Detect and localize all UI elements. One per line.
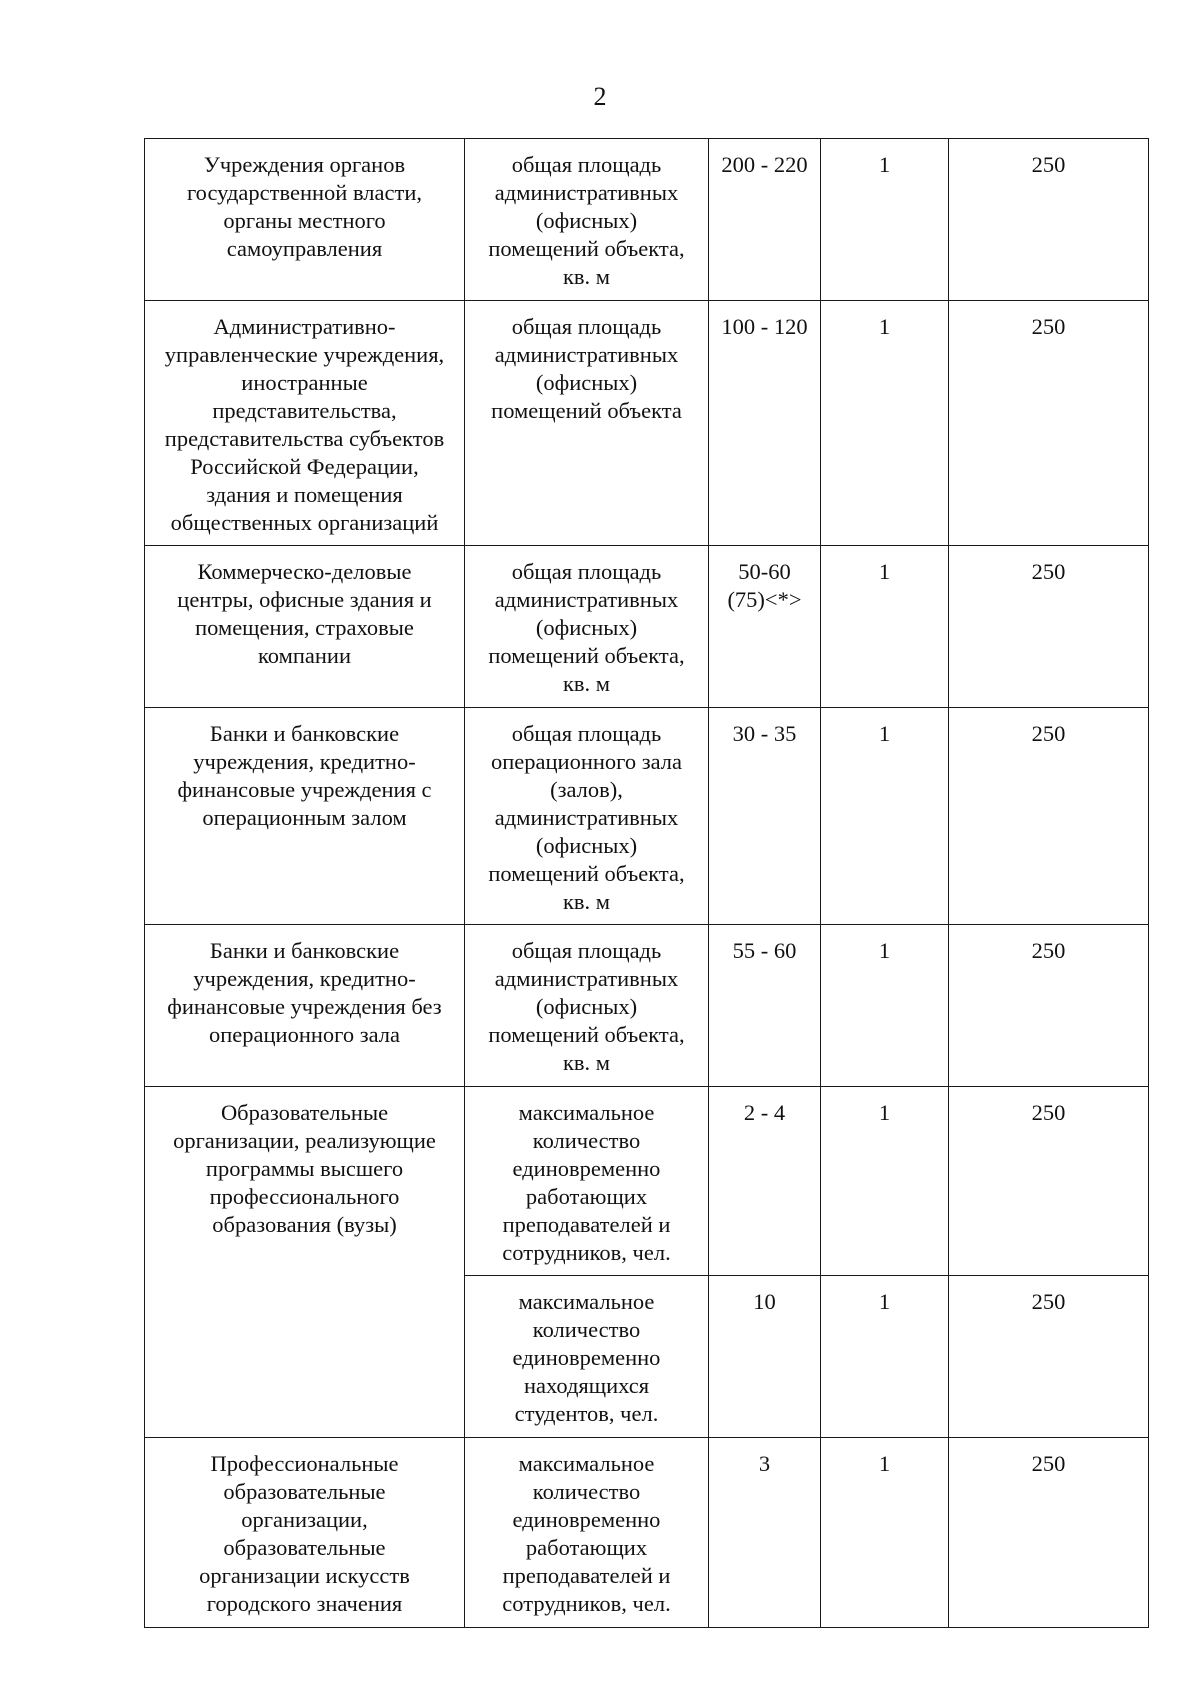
range-cell: 3 xyxy=(709,1438,821,1628)
range-cell: 30 - 35 xyxy=(709,708,821,925)
count-cell: 1 xyxy=(821,1438,949,1628)
organization-cell: Административно- управленческие учреждения, иностранные представительства, представительства субъектов Российской Федерации, здания и помещения общественных организаций xyxy=(145,301,465,546)
value-cell: 250 xyxy=(949,139,1149,301)
value-cell: 250 xyxy=(949,925,1149,1087)
organization-cell: Коммерческо-деловые центры, офисные здания и помещения, страховые компании xyxy=(145,546,465,708)
count-cell: 1 xyxy=(821,925,949,1087)
range-cell: 50-60 (75)<*> xyxy=(709,546,821,708)
value-cell: 250 xyxy=(949,546,1149,708)
basis-cell: общая площадь административных (офисных) помещений объекта, кв. м xyxy=(465,925,709,1087)
table-row xyxy=(145,1087,1149,1276)
page-number: 2 xyxy=(593,82,607,111)
basis-cell: общая площадь операционного зала (залов), административных (офисных) помещений объекта, кв. м xyxy=(465,708,709,925)
table-row xyxy=(145,925,1149,1087)
count-cell: 1 xyxy=(821,1276,949,1438)
value-cell: 250 xyxy=(949,1276,1149,1438)
range-cell: 2 - 4 xyxy=(709,1087,821,1276)
table-row xyxy=(145,301,1149,546)
basis-cell: максимальное количество единовременно работающих преподавателей и сотрудников, чел. xyxy=(465,1087,709,1276)
value-cell: 250 xyxy=(949,301,1149,546)
value-cell: 250 xyxy=(949,1438,1149,1628)
count-cell: 1 xyxy=(821,139,949,301)
organization-cell: Банки и банковские учреждения, кредитно- финансовые учреждения без операционного зала xyxy=(145,925,465,1087)
count-cell: 1 xyxy=(821,301,949,546)
organization-cell: Профессиональные образовательные организации, образовательные организации искусств городского значения xyxy=(145,1438,465,1628)
organization-cell: Банки и банковские учреждения, кредитно- финансовые учреждения с операционным залом xyxy=(145,708,465,925)
range-cell: 10 xyxy=(709,1276,821,1438)
table-row xyxy=(145,1438,1149,1628)
basis-cell: общая площадь административных (офисных) помещений объекта, кв. м xyxy=(465,546,709,708)
norms-table xyxy=(144,138,1149,1628)
count-cell: 1 xyxy=(821,546,949,708)
organization-cell: Учреждения органов государственной власти, органы местного самоуправления xyxy=(145,139,465,301)
value-cell: 250 xyxy=(949,1087,1149,1276)
count-cell: 1 xyxy=(821,708,949,925)
table-row xyxy=(145,139,1149,301)
basis-cell: общая площадь административных (офисных) помещений объекта xyxy=(465,301,709,546)
value-cell: 250 xyxy=(949,708,1149,925)
table-row xyxy=(145,708,1149,925)
range-cell: 100 - 120 xyxy=(709,301,821,546)
organization-cell: Образовательные организации, реализующие программы высшего профессионального образования (вузы) xyxy=(145,1087,465,1438)
table-row xyxy=(145,546,1149,708)
count-cell: 1 xyxy=(821,1087,949,1276)
range-cell: 55 - 60 xyxy=(709,925,821,1087)
range-cell: 200 - 220 xyxy=(709,139,821,301)
basis-cell: общая площадь административных (офисных) помещений объекта, кв. м xyxy=(465,139,709,301)
basis-cell: максимальное количество единовременно работающих преподавателей и сотрудников, чел. xyxy=(465,1438,709,1628)
basis-cell: максимальное количество единовременно находящихся студентов, чел. xyxy=(465,1276,709,1438)
